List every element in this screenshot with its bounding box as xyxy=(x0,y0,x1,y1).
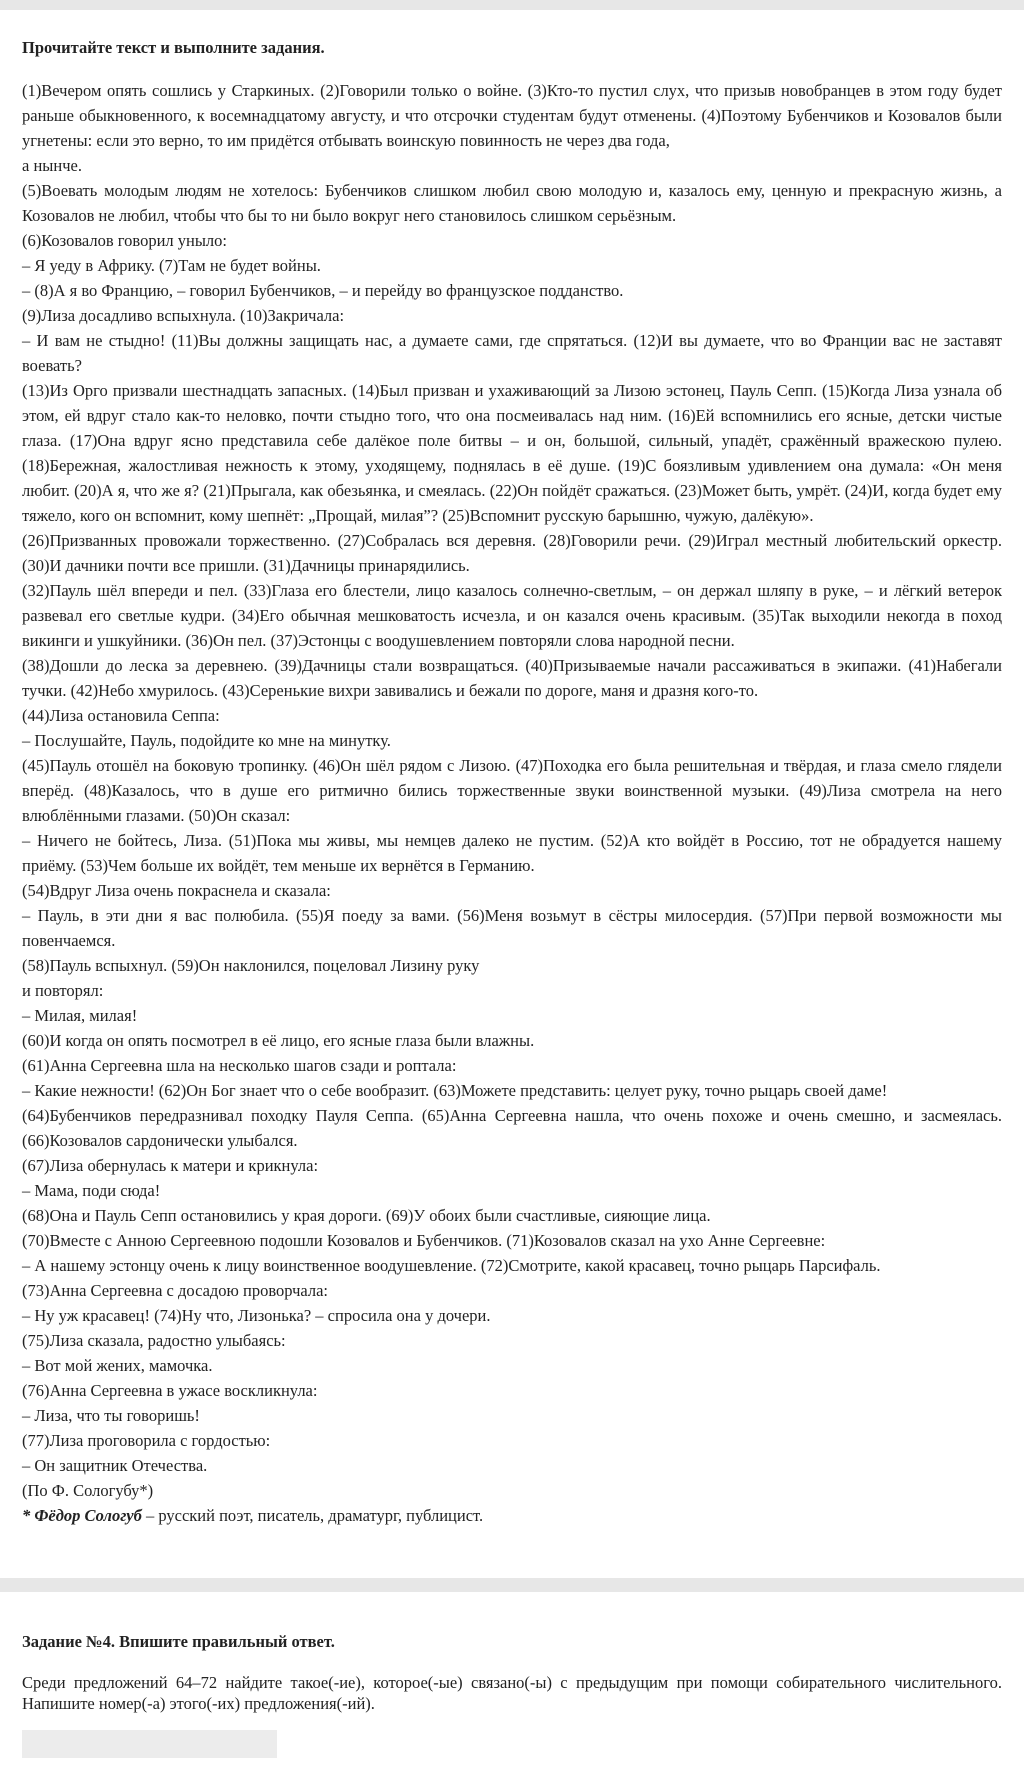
paragraph: а нынче. xyxy=(22,156,82,175)
paragraph: – Какие нежности! (62)Он Бог знает что о себе вообразит. (63)Можете представить: целует руку, точно рыцарь своей даме! xyxy=(22,1081,888,1100)
paragraph: – Он защитник Отечества. xyxy=(22,1456,208,1475)
paragraph: (61)Анна Сергеевна шла на несколько шагов сзади и роптала: xyxy=(22,1056,457,1075)
paragraph: (58)Пауль вспыхнул. (59)Он наклонился, поцеловал Лизину руку xyxy=(22,956,480,975)
paragraph: (44)Лиза остановила Сеппа: xyxy=(22,706,220,725)
paragraph: (76)Анна Сергеевна в ужасе воскликнула: xyxy=(22,1381,318,1400)
task-description: Среди предложений 64–72 найдите такое(-ие), которое(-ые) связано(-ы) с предыдущим при помощи собирательного числительного. Напишите номер(-а) этого(-их) предложения(-ий). xyxy=(22,1673,1002,1713)
source-attribution: (По Ф. Сологубу*) xyxy=(22,1481,154,1500)
paragraph: (54)Вдруг Лиза очень покраснела и сказала: xyxy=(22,881,331,900)
paragraph: (9)Лиза досадливо вспыхнула. (10)Закричала: xyxy=(22,306,345,325)
paragraph: – Ну уж красавец! (74)Ну что, Лизонька? – спросила она у дочери. xyxy=(22,1306,491,1325)
paragraph: – Лиза, что ты говоришь! xyxy=(22,1406,200,1425)
paragraph: (75)Лиза сказала, радостно улыбаясь: xyxy=(22,1331,286,1350)
paragraph: (45)Пауль отошёл на боковую тропинку. (46)Он шёл рядом с Лизою. (47)Походка его была решительная и твёрдая, и глаза смело глядели вперёд. (48)Казалось, что в душе его ритмично бились торжественные звуки воинственной музыки. (49)Лиза смотрела на него влюблёнными глазами. (50)Он сказал: xyxy=(22,756,1002,825)
paragraph: (38)Дошли до леска за деревнею. (39)Дачницы стали возвращаться. (40)Призываемые начали рассаживаться в экипажи. (41)Набегали тучки. (42)Небо хмурилось. (43)Серенькие вихри завивались и бежали по дороге, маня и дразня кого-то. xyxy=(22,656,1002,700)
paragraph: – Мама, поди сюда! xyxy=(22,1181,161,1200)
answer-input[interactable] xyxy=(22,1730,277,1758)
author-note-name: * Фёдор Сологуб xyxy=(22,1506,142,1525)
paragraph: (60)И когда он опять посмотрел в её лицо, его ясные глаза были влажны. xyxy=(22,1031,535,1050)
paragraph: (13)Из Орго призвали шестнадцать запасных. (14)Был призван и ухаживающий за Лизою эстонец, Пауль Сепп. (15)Когда Лиза узнала об этом, ей вдруг стало как-то неловко, почти стыдно того, что она посмеивалась над ним. (16)Ей вспомнились его ясные, детски чистые глаза. (17)Она вдруг ясно представила себе далёкое поле битвы – и он, большой, сильный, упадёт, сражённый вражескою пулею. (18)Бережная, жалостливая нежность к этому, уходящему, поднялась в её душе. (19)С боязливым удивлением она думала: «Он меня любит. (20)А я, что же я? (21)Прыгала, как обезьянка, и смеялась. (22)Он пойдёт сражаться. (23)Может быть, умрёт. (24)И, когда будет ему тяжело, кого он вспомнит, кому шепнёт: „Прощай, милая”? (25)Вспомнит русскую барышню, чужую, далёкую». xyxy=(22,381,1002,525)
task-card xyxy=(0,1592,1024,1773)
reading-text xyxy=(22,78,1002,1528)
paragraph: – Ничего не бойтесь, Лиза. (51)Пока мы живы, мы немцев далеко не пустим. (52)А кто войдёт в Россию, тот не обрадуется нашему приёму. (53)Чем больше их войдёт, тем меньше их вернётся в Германию. xyxy=(22,831,1002,875)
paragraph: (64)Бубенчиков передразнивал походку Пауля Сеппа. (65)Анна Сергеевна нашла, что очень похоже и очень смешно, и засмеялась. (66)Козовалов сардонически улыбался. xyxy=(22,1106,1002,1150)
paragraph: (67)Лиза обернулась к матери и крикнула: xyxy=(22,1156,319,1175)
paragraph: – И вам не стыдно! (11)Вы должны защищать нас, а думаете сами, где спрятаться. (12)И вы думаете, что во Франции вас не заставят воевать? xyxy=(22,331,1002,375)
paragraph: (70)Вместе с Анною Сергеевною подошли Козовалов и Бубенчиков. (71)Козовалов сказал на ухо Анне Сергеевне: xyxy=(22,1231,826,1250)
reading-heading: Прочитайте текст и выполните задания. xyxy=(22,38,325,57)
author-note xyxy=(22,1503,1002,1528)
paragraph: – (8)А я во Францию, – говорил Бубенчиков, – и перейду во французское подданство. xyxy=(22,281,624,300)
paragraph: (32)Пауль шёл впереди и пел. (33)Глаза его блестели, лицо казалось солнечно-светлым, – он держал шляпу в руке, – и лёгкий ветерок развевал его светлые кудри. (34)Его обычная мешковатость исчезла, и он казался очень красивым. (35)Так выходили некогда в поход викинги и ушкуйники. (36)Он пел. (37)Эстонцы с воодушевлением повторяли слова народной песни. xyxy=(22,581,1002,650)
paragraph: (1)Вечером опять сошлись у Старкиных. (2)Говорили только о войне. (3)Кто-то пустил слух, что призыв новобранцев в этом году будет раньше обыкновенного, к восемнадцатому августу, и что отсрочки студентам будут отменены. (4)Поэтому Бубенчиков и Козовалов были угнетены: если это верно, то им придётся отбывать воинскую повинность не через два года, xyxy=(22,81,1002,150)
paragraph: (68)Она и Пауль Сепп остановились у края дороги. (69)У обоих были счастливые, сияющие лица. xyxy=(22,1206,711,1225)
author-note-rest: – русский поэт, писатель, драматург, публицист. xyxy=(141,1506,484,1525)
paragraph: (73)Анна Сергеевна с досадою проворчала: xyxy=(22,1281,329,1300)
paragraph: – Пауль, в эти дни я вас полюбила. (55)Я поеду за вами. (56)Меня возьмут в сёстры милосердия. (57)При первой возможности мы повенчаемся. xyxy=(22,906,1002,950)
paragraph: (77)Лиза проговорила с гордостью: xyxy=(22,1431,271,1450)
task-heading: Задание №4. Впишите правильный ответ. xyxy=(22,1632,335,1651)
paragraph: (6)Козовалов говорил уныло: xyxy=(22,231,227,250)
paragraph: – А нашему эстонцу очень к лицу воинственное воодушевление. (72)Смотрите, какой красавец, точно рыцарь Парсифаль. xyxy=(22,1256,881,1275)
top-strip xyxy=(0,0,1024,10)
paragraph: и повторял: xyxy=(22,981,104,1000)
reading-card xyxy=(0,10,1024,1578)
paragraph: (5)Воевать молодым людям не хотелось: Бубенчиков слишком любил свою молодую и, казалось ему, ценную и прекрасную жизнь, а Козовалов не любил, чтобы что бы то ни было вокруг него становилось слишком серьёзным. xyxy=(22,181,1002,225)
paragraph: – Вот мой жених, мамочка. xyxy=(22,1356,213,1375)
paragraph: – Милая, милая! xyxy=(22,1006,138,1025)
card-gap xyxy=(0,1578,1024,1592)
paragraph: (26)Призванных провожали торжественно. (27)Собралась вся деревня. (28)Говорили речи. (29)Играл местный любительский оркестр. (30)И дачники почти все пришли. (31)Дачницы принарядились. xyxy=(22,531,1002,575)
paragraph: – Послушайте, Пауль, подойдите ко мне на минутку. xyxy=(22,731,391,750)
paragraph: – Я уеду в Африку. (7)Там не будет войны. xyxy=(22,256,321,275)
